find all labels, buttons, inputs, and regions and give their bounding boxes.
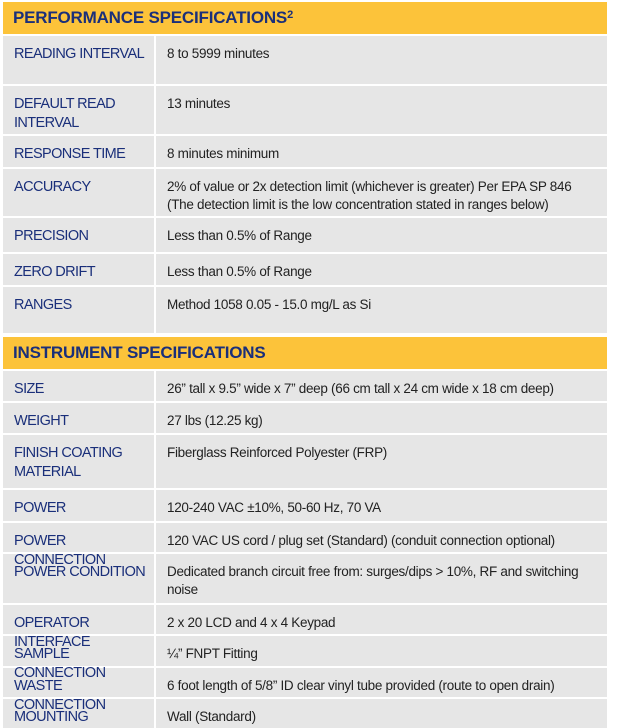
spec-value: 8 to 5999 minutes [167,46,270,61]
spec-value: 120-240 VAC ±10%, 50-60 Hz, 70 VA [167,500,381,515]
spec-label: FINISH COATING MATERIAL [3,435,156,488]
spec-row-mounting [3,697,607,728]
spec-label: WEIGHT [3,403,156,433]
spec-label: WASTE CONNECTION [3,668,156,697]
spec-value: 26” tall x 9.5” wide x 7” deep (66 cm tall x 24 cm wide x 18 cm deep) [167,381,554,396]
spec-value: Fiberglass Reinforced Polyester (FRP) [167,445,387,460]
spec-row-reading-interval [3,34,607,84]
spec-sheet [3,2,607,728]
spec-row-operator-interface [3,603,607,650]
spec-value: 2 x 20 LCD and 4 x 4 Keypad [167,615,336,630]
spec-row-finish-coating-material [3,433,607,488]
spec-row-size [3,369,607,401]
spec-label: POWER CONNECTION [3,523,156,552]
performance-specifications-table [3,34,607,333]
spec-value: Dedicated branch circuit free from: surges/dips > 10%, RF and switching noise [167,564,579,597]
spec-row-default-read-interval [3,84,607,134]
spec-label: DEFAULT READ INTERVAL [3,86,156,134]
spec-label: POWER [3,490,156,521]
spec-value: Less than 0.5% of Range [167,228,312,243]
spec-label: PRECISION [3,218,156,252]
spec-value: Method 1058 0.05 - 15.0 mg/L as Si [167,297,371,312]
spec-row-zero-drift [3,252,607,285]
spec-row-ranges [3,285,607,333]
spec-value: 27 lbs (12.25 kg) [167,413,263,428]
spec-row-weight [3,401,607,433]
spec-label: ACCURACY [3,169,156,216]
spec-value: Wall (Standard) [167,709,256,724]
spec-row-power [3,488,607,521]
spec-row-power-connection [3,521,607,568]
spec-label: READING INTERVAL [3,36,156,84]
spec-value: 2% of value or 2x detection limit (whichever is greater) Per EPA SP 846 (The detection limit is the low concentration stated in ranges below) [167,179,572,212]
spec-label: ZERO DRIFT [3,254,156,285]
spec-label: RANGES [3,287,156,333]
spec-value: 120 VAC US cord / plug set (Standard) (conduit connection optional) [167,533,555,548]
instrument-specifications-table [3,369,607,728]
spec-label: SAMPLE CONNECTION [3,636,156,666]
instrument-title: INSTRUMENT SPECIFICATIONS [13,343,266,362]
spec-row-waste-connection [3,666,607,713]
spec-row-sample-connection [3,634,607,681]
instrument-specifications-header [3,337,607,369]
performance-title-footnote: 2 [287,9,293,21]
spec-label: MOUNTING [3,699,156,728]
spec-label: RESPONSE TIME [3,136,156,167]
performance-title: PERFORMANCE SPECIFICATIONS [13,8,288,27]
spec-row-response-time [3,134,607,167]
spec-row-power-condition [3,552,607,603]
spec-row-accuracy [3,167,607,216]
spec-label: OPERATOR INTERFACE [3,605,156,634]
spec-row-precision [3,216,607,252]
spec-value: 8 minutes minimum [167,146,279,161]
spec-value: ¼” FNPT Fitting [167,646,258,661]
spec-value: Less than 0.5% of Range [167,264,312,279]
spec-label: POWER CONDITION [3,554,156,603]
spec-label: SIZE [3,371,156,401]
spec-value: 6 foot length of 5/8” ID clear vinyl tube provided (route to open drain) [167,678,555,693]
performance-specifications-header [3,2,607,34]
spec-value: 13 minutes [167,96,231,111]
